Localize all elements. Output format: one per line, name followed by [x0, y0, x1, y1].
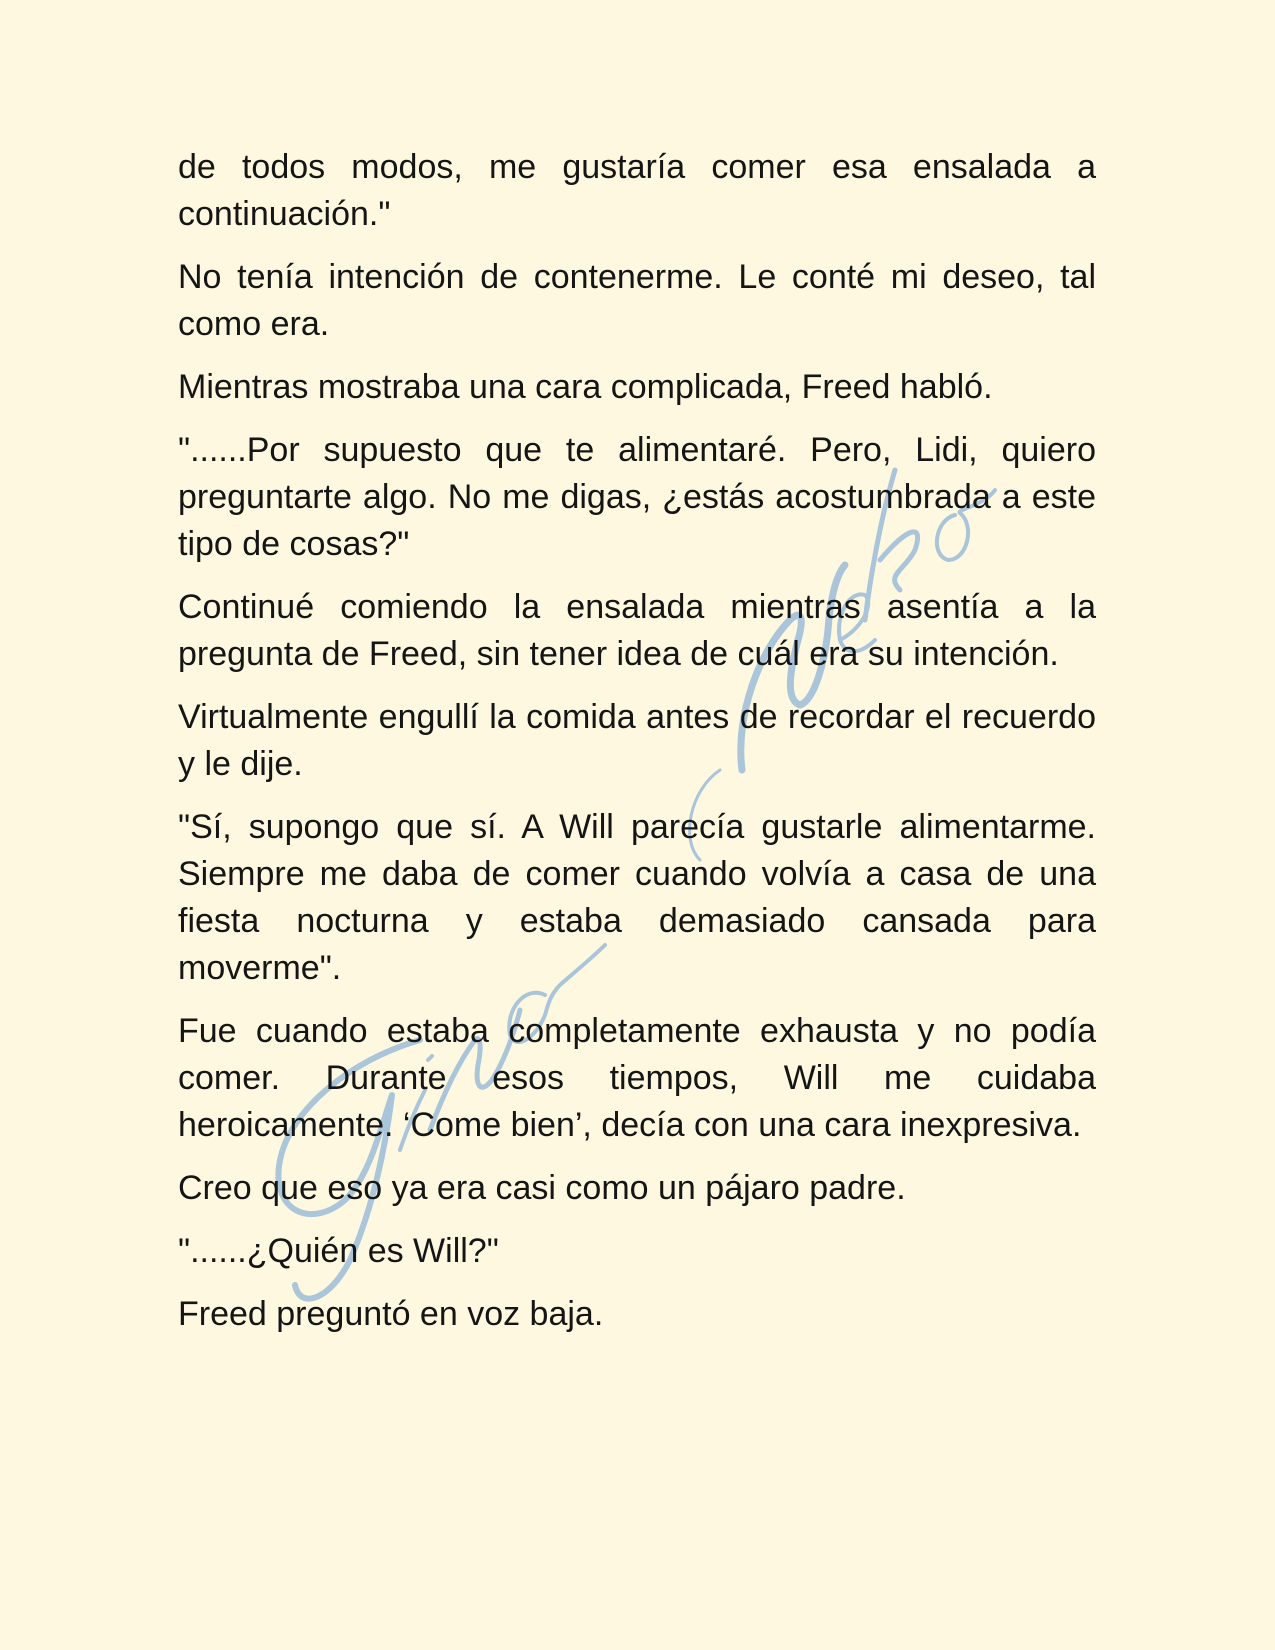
paragraph-8: Fue cuando estaba completamente exhausta y no podía comer. Durante esos tiempos, Will me cuidaba heroicamente. ‘Come bien’, decía con una cara inexpresiva. [178, 1012, 1096, 1144]
paragraph-9: Creo que eso ya era casi como un pájaro padre. [178, 1169, 906, 1207]
body-text [178, 144, 1096, 1354]
paragraph-7: "Sí, supongo que sí. A Will parecía gustarle alimentarme. Siempre me daba de comer cuando volvía a casa de una fiesta nocturna y estaba demasiado cansada para moverme". [178, 808, 1096, 987]
paragraph-1: de todos modos, me gustaría comer esa ensalada a continuación." [178, 148, 1096, 233]
paragraph-3: Mientras mostraba una cara complicada, Freed habló. [178, 368, 993, 406]
paragraph-5: Continué comiendo la ensalada mientras asentía a la pregunta de Freed, sin tener idea de cuál era su intención. [178, 588, 1096, 673]
paragraph-4: "......Por supuesto que te alimentaré. Pero, Lidi, quiero preguntarte algo. No me digas, ¿estás acostumbrada a este tipo de cosas?" [178, 431, 1096, 563]
paragraph-2: No tenía intención de contenerme. Le conté mi deseo, tal como era. [178, 258, 1096, 343]
paragraph-11: Freed preguntó en voz baja. [178, 1295, 604, 1333]
paragraph-10: "......¿Quién es Will?" [178, 1232, 499, 1270]
paragraph-6: Virtualmente engullí la comida antes de recordar el recuerdo y le dije. [178, 698, 1096, 783]
